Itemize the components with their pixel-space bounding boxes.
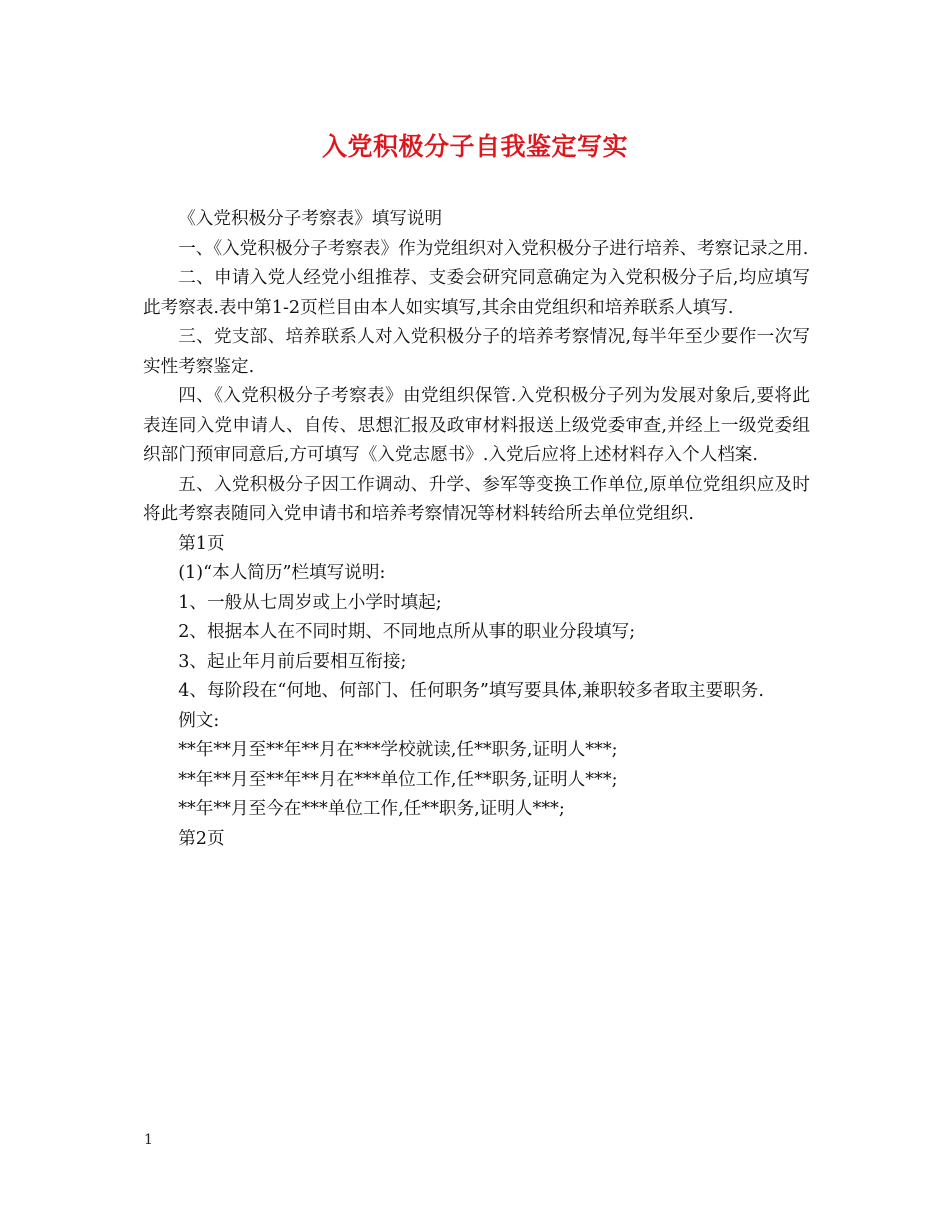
example-line-3: **年**月至今在***单位工作,任**职务,证明人***; <box>178 799 565 819</box>
page-1-label: 第1页 <box>178 533 225 554</box>
paragraph-form-instructions-heading: 《入党积极分子考察表》填写说明 <box>178 209 443 229</box>
page-2-label: 第2页 <box>178 828 225 849</box>
resume-rule-2: 2、根据本人在不同时期、不同地点所从事的职业分段填写; <box>178 622 636 642</box>
resume-rule-3: 3、起止年月前后要相互衔接; <box>178 651 407 672</box>
example-heading: 例文: <box>178 710 220 731</box>
document-title: 入党积极分子自我鉴定写实 <box>321 132 628 161</box>
page-number: 1 <box>144 1132 153 1148</box>
document-body <box>143 205 810 854</box>
paragraph-item-3: 三、党支部、培养联系人对入党积极分子的培养考察情况,每半年至少要作一次写实性考察鉴定. <box>143 327 810 377</box>
paragraph-item-5: 五、入党积极分子因工作调动、升学、参军等变换工作单位,原单位党组织应及时将此考察表随同入党申请书和培养考察情况等材料转给所去单位党组织. <box>143 474 810 524</box>
resume-rule-4: 4、每阶段在“何地、何部门、任何职务”填写要具体,兼职较多者取主要职务. <box>178 681 764 701</box>
paragraph-item-4: 四、《入党积极分子考察表》由党组织保管.入党积极分子列为发展对象后,要将此表连同入党申请人、自传、思想汇报及政审材料报送上级党委审查,并经上一级党委组织部门预审同意后,方可填写《入党志愿书》.入党后应将上述材料存入个人档案. <box>143 386 810 465</box>
resume-instructions-heading: (1)“本人简历”栏填写说明: <box>178 563 386 583</box>
paragraph-item-1: 一、《入党积极分子考察表》作为党组织对入党积极分子进行培养、考察记录之用. <box>178 238 809 259</box>
paragraph-item-2: 二、申请入党人经党小组推荐、支委会研究同意确定为入党积极分子后,均应填写此考察表.表中第1-2页栏目由本人如实填写,其余由党组织和培养联系人填写. <box>143 268 810 318</box>
resume-rule-1: 1、一般从七周岁或上小学时填起; <box>178 592 442 613</box>
example-line-1: **年**月至**年**月在***学校就读,任**职务,证明人***; <box>178 740 618 760</box>
example-line-2: **年**月至**年**月在***单位工作,任**职务,证明人***; <box>178 769 618 790</box>
